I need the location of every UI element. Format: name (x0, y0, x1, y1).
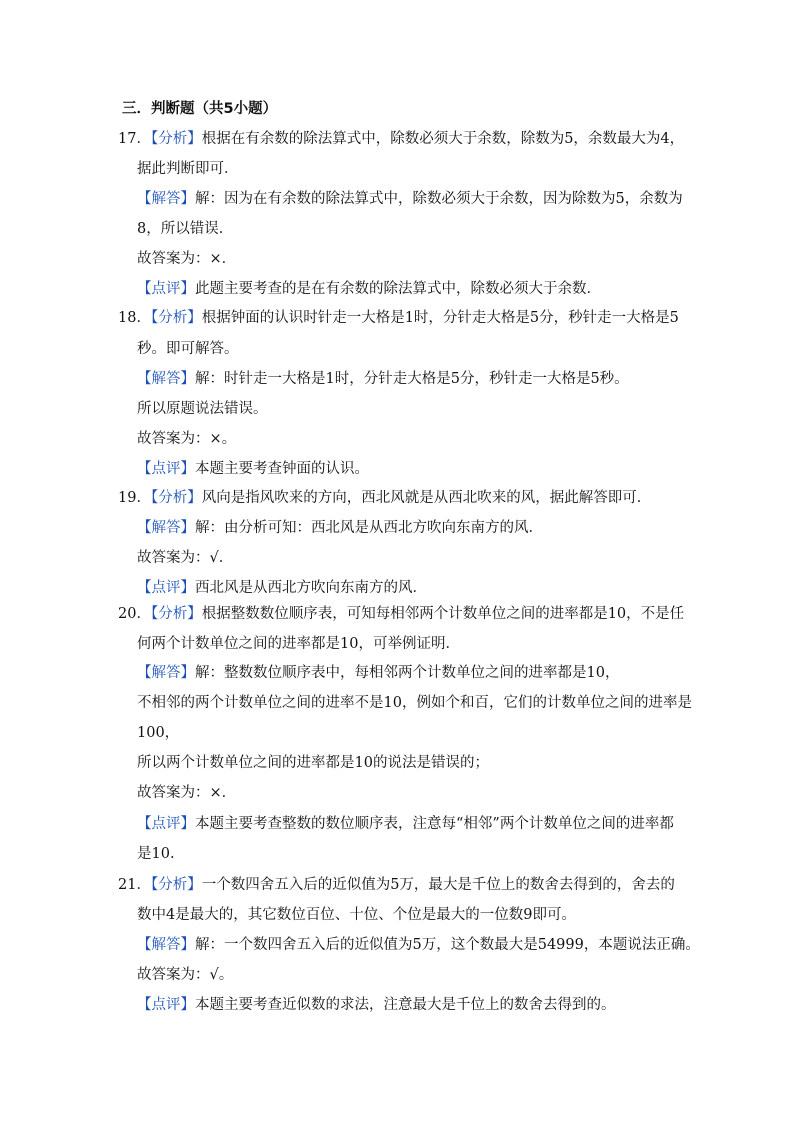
q18-analysis-tag: 【分析】 (150, 310, 202, 326)
q17-comment-tag: 【点评】 (137, 281, 195, 297)
q21-analysis-line-1 (118, 876, 675, 894)
q18-answer-text-2: 所以原题说法错误。 (137, 401, 268, 417)
q20-analysis-line-1 (118, 605, 684, 623)
q20-answer-tag: 【解答】 (137, 665, 195, 681)
q18-analysis-text-1: 根据钟面的认识时针走一大格是1时，分针走大格是5分，秒针走一大格是5 (201, 310, 679, 326)
q18-answer-tag: 【解答】 (137, 371, 195, 387)
q17-analysis-tag: 【分析】 (150, 131, 202, 147)
q17-answer-tag: 【解答】 (137, 191, 195, 207)
q20-number: 20． (118, 606, 151, 622)
q20-analysis-tag: 【分析】 (150, 606, 202, 622)
q19-answer-line-1 (137, 519, 543, 537)
q18-comment-text: 本题主要考查钟面的认识。 (195, 461, 369, 477)
q21-answer-line-1 (137, 936, 700, 954)
q19-analysis-tag: 【分析】 (150, 490, 202, 506)
q18-final-answer: 故答案为：×。 (137, 431, 237, 447)
q19-comment-text: 西北风是从西北方吹向东南方的风． (195, 580, 427, 596)
q21-comment-tag: 【点评】 (137, 997, 195, 1013)
q21-final-answer: 故答案为：√。 (137, 967, 234, 983)
q20-final-answer: 故答案为：×． (137, 785, 237, 801)
q17-answer-text-1: 解：因为在有余数的除法算式中，除数必须大于余数，因为除数为5，余数为 (195, 191, 683, 207)
q20-answer-text-4: 所以两个计数单位之间的进率都是10的说法是错误的； (137, 755, 489, 771)
q20-answer-text-2: 不相邻的两个计数单位之间的进率不是10，例如个和百，它们的计数单位之间的进率是 (137, 695, 692, 711)
q17-analysis-text-1: 根据在有余数的除法算式中，除数必须大于余数，除数为5，余数最大为4， (201, 131, 685, 147)
q17-analysis-text-2: 据此判断即可． (137, 161, 239, 177)
q21-comment-text: 本题主要考查近似数的求法，注意最大是千位上的数舍去得到的。 (195, 997, 616, 1013)
q20-answer-text-3: 100， (137, 725, 180, 741)
q21-answer-tag: 【解答】 (137, 937, 195, 953)
q18-number: 18． (118, 310, 151, 326)
q20-comment-text-1: 本题主要考查整数的数位顺序表，注意每“相邻”两个计数单位之间的进率都 (195, 816, 674, 832)
q18-analysis-text-2: 秒。即可解答。 (137, 341, 239, 357)
q20-comment-text-2: 是10. (137, 846, 175, 862)
q20-comment-line (137, 815, 674, 833)
q18-analysis-line-1 (118, 309, 679, 327)
q20-answer-line-1 (137, 664, 619, 682)
q20-comment-tag: 【点评】 (137, 816, 195, 832)
q21-number: 21． (118, 877, 151, 893)
q21-analysis-tag: 【分析】 (150, 877, 202, 893)
q19-comment-tag: 【点评】 (137, 580, 195, 596)
q18-answer-text-1: 解：时针走一大格是1时，分针走大格是5分，秒针走一大格是5秒。 (195, 371, 629, 387)
q19-analysis-text-1: 风向是指风吹来的方向，西北风就是从西北吹来的风，据此解答即可． (201, 490, 652, 506)
q19-answer-tag: 【解答】 (137, 520, 195, 536)
q19-answer-text-1: 解：由分析可知：西北风是从西北方吹向东南方的风． (195, 520, 543, 536)
q19-comment-line (137, 579, 427, 597)
q17-answer-line-1 (137, 190, 683, 208)
section-title: 三．判断题（共5小题） (122, 101, 278, 117)
q18-answer-line-1 (137, 370, 629, 388)
q20-answer-text-1: 解：整数数位顺序表中，每相邻两个计数单位之间的进率都是10， (195, 665, 620, 681)
q21-analysis-text-2: 数中4是最大的，其它数位百位、十位、个位是最大的一位数9即可。 (137, 907, 576, 923)
q17-final-answer: 故答案为：×． (137, 251, 237, 267)
q20-analysis-text-2: 何两个计数单位之间的进率都是10，可举例证明． (137, 636, 460, 652)
q19-final-answer: 故答案为：√． (137, 550, 234, 566)
q17-number: 17． (118, 131, 151, 147)
q17-comment-text: 此题主要考查的是在有余数的除法算式中，除数必须大于余数． (195, 281, 601, 297)
q18-comment-line (137, 460, 369, 478)
q21-answer-text-1: 解：一个数四舍五入后的近似值为5万，这个数最大是54999，本题说法正确。 (195, 937, 700, 953)
q19-number: 19． (118, 490, 151, 506)
q20-analysis-text-1: 根据整数数位顺序表，可知每相邻两个计数单位之间的进率都是10，不是任 (201, 606, 685, 622)
q17-analysis-line-1 (118, 130, 684, 148)
q17-comment-line (137, 280, 601, 298)
q21-analysis-text-1: 一个数四舍五入后的近似值为5万，最大是千位上的数舍去得到的，舍去的 (201, 877, 675, 893)
q18-comment-tag: 【点评】 (137, 461, 195, 477)
q19-analysis-line-1 (118, 489, 651, 507)
q21-comment-line (137, 996, 616, 1014)
q17-answer-text-2: 8，所以错误． (137, 221, 234, 237)
